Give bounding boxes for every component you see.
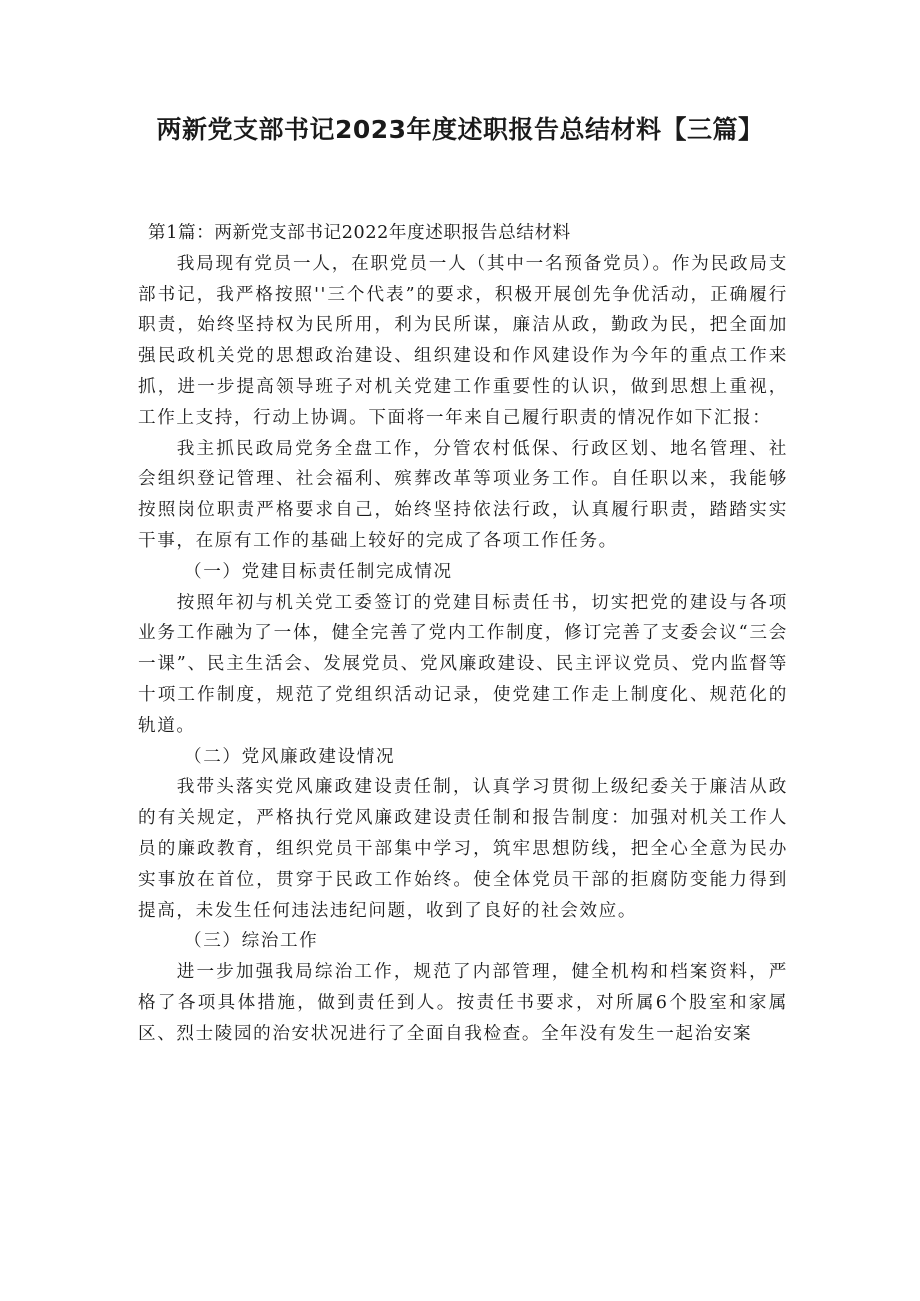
body-paragraph: 我带头落实党风廉政建设责任制，认真学习贯彻上级纪委关于廉洁从政的有关规定，严格执行党风廉政建设责任制和报告制度：加强对机关工作人员的廉政教育，组织党员干部集中学习，筑牢思想防线，把全心全意为民办实事放在首位，贯穿于民政工作始终。使全体党员干部的拒腐防变能力得到提高，未发生任何违法违纪问题，收到了良好的社会效应。 bbox=[138, 777, 788, 921]
section-heading: （二）党风廉政建设情况 bbox=[184, 746, 396, 767]
section-subtitle: 第1篇：两新党支部书记2022年度述职报告总结材料 bbox=[148, 223, 571, 243]
body-paragraph: 进一步加强我局综治工作，规范了内部管理，健全机构和档案资料，严格了各项具体措施，做到责任到人。按责任书要求，对所属6个股室和家属区、烈士陵园的治安状况进行了全面自我检查。全年没有发生一起治安案 bbox=[138, 962, 788, 1044]
body-paragraph: 按照年初与机关党工委签订的党建目标责任书，切实把党的建设与各项业务工作融为了一体，健全完善了党内工作制度，修订完善了支委会议“三会一课”、民主生活会、发展党员、党风廉政建设、民主评议党员、党内监督等十项工作制度，规范了党组织活动记录，使党建工作走上制度化、规范化的轨道。 bbox=[138, 592, 788, 736]
document-title: 两新党支部书记2023年度述职报告总结材料【三篇】 bbox=[156, 115, 764, 144]
body-paragraph: 我局现有党员一人，在职党员一人（其中一名预备党员）。作为民政局支部书记，我严格按照''三个代表”的要求，积极开展创先争优活动，正确履行职责，始终坚持权为民所用，利为民所谋，廉洁从政，勤政为民，把全面加强民政机关党的思想政治建设、组织建设和作风建设作为今年的重点工作来抓，进一步提高领导班子对机关党建工作重要性的认识，做到思想上重视，工作上支持，行动上协调。下面将一年来自己履行职责的情况作如下汇报： bbox=[138, 253, 788, 428]
section-heading: （三）综治工作 bbox=[184, 931, 319, 952]
section-heading: （一）党建目标责任制完成情况 bbox=[184, 561, 453, 582]
body-paragraph: 我主抓民政局党务全盘工作，分管农村低保、行政区划、地名管理、社会组织登记管理、社会福利、殡葬改革等项业务工作。自任职以来，我能够按照岗位职责严格要求自己，始终坚持依法行政，认真履行职责，踏踏实实干事，在原有工作的基础上较好的完成了各项工作任务。 bbox=[138, 438, 788, 551]
document-body bbox=[138, 218, 788, 1050]
